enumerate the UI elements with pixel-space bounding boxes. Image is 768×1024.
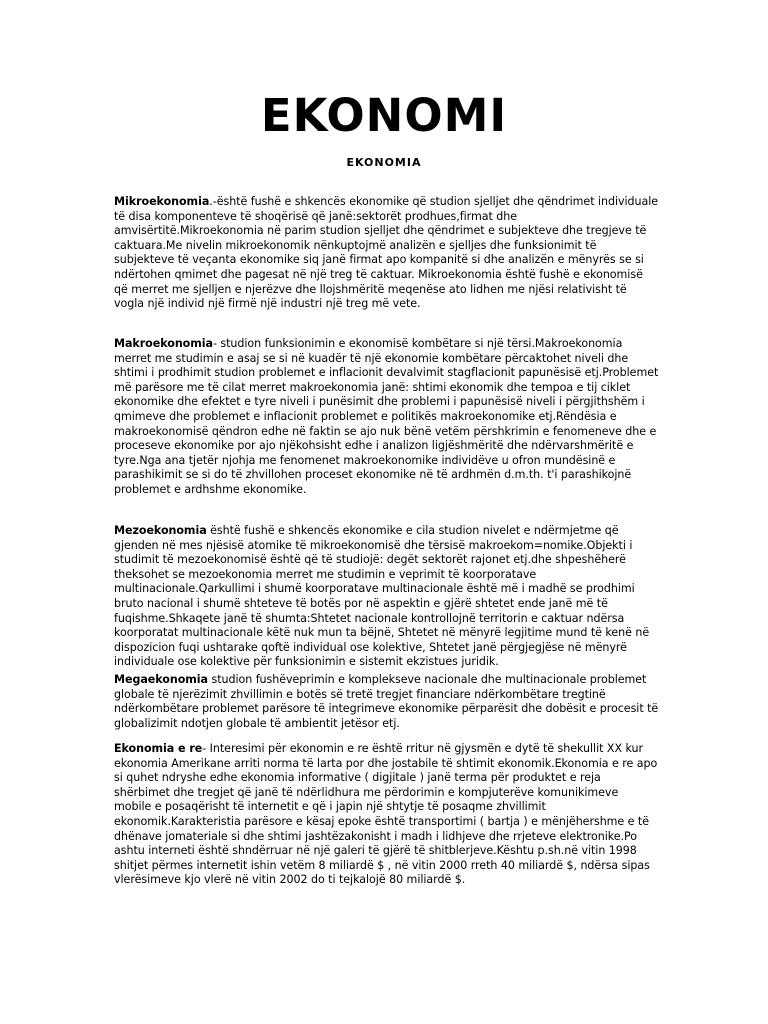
text-mezoekonomia: është fushë e shkencës ekonomike e cila studion nivelet e ndërmjetme që gjenden në mes njësisë atomike të mikroekonomisë dhe tërsisë makroekom=nomike.Objekti i studimit të mezoekonomisë është që të studiojë: degët sektorët rajonet etj.dhe shpeshëherë theksohet se mezoekonomia merret me studimin e veprimit të koorporatave multinacionale.Qarkullimi i shumë koorporatave multinacionale është më i madhë se prodhimi bruto nacional i shumë shteteve të botës por në aspektin e gjërë shtetet ende janë më të fuqishme.Shkaqete janë të shumta:Shtetet nacionale kontrollojnë territorin e caktuar ndërsa koorporatat multinacionale këtë nuk mun ta bëjnë, Shtetet në mënyrë legjitime mund të kenë në dispozicion fuqi ushtarake qoftë individual ose kolektive, Shtetet janë përgjegjëse në mënyrë individuale ose kolektive për funksionimin e sistemit ekzistues juridik. xyxy=(114,524,650,669)
term-makroekonomia: Makroekonomia xyxy=(114,337,213,350)
text-mikroekonomia: .-është fushë e shkencës ekonomike që studion sjelljet dhe qëndrimet individuale të disa komponenteve të shoqërisë që janë:sektorët prodhues,firmat dhe amvisërtitë.Mikroekonomia në parim studion sjelljet dhe qëndrimet e subjekteve dhe tregjeve të caktuara.Me nivelin mikroekonomik nënkuptojmë analizën e sjelljes dhe funksionimit të subjekteve të veçanta ekonomike siq janë firmat apo kompanitë si dhe analizën e mënyrës se si ndërtohen qmimet dhe pagesat në një treg të caktuar. Mikroekonomia është fushë e ekonomisë që merret me sjelljen e njerëzve dhe llojshmëritë meqenëse ato lidhen me njësi relativisht të vogla një individ një firmë një industri një treg më vete. xyxy=(114,195,659,311)
text-makroekonomia: - studion funksionimin e ekonomisë kombëtare si një tërsi.Makroekonomia merret me studimin e asaj se si në kuadër të një ekonomie kombëtare përcaktohet niveli dhe shtimi i prodhimit studion problemet e inflacionit devalvimit stagflacionit papunësisë etj.Problemet më parësore me të cilat merret makroekonomia janë: shtimi ekonomik dhe tempoa e tij ciklet ekonomike dhe efektet e tyre niveli i punësimit dhe problemi i papunësisë niveli i përgjithshëm i qmimeve dhe problemet e inflacionit problemet e politikës makroekonomike etj.Rëndësia e makroekonomisë qëndron edhe në faktin se ajo nuk bënë vetëm përshkrimin e fenomeneve dhe e proceseve ekonomike por ajo njëkohsisht edhe i analizon ligjëshmëritë dhe ndërvarshmëritë e tyre.Nga ana tjetër njohja me fenomenet makroekonomike individëve u ofron mundësinë e parashikimit se si do të zhvillohen proceset ekonomike në të ardhmën d.m.th. t'i parashikojnë problemet e ardhshme ekonomike. xyxy=(114,337,659,496)
term-ekonomia-e-re: Ekonomia e re xyxy=(114,742,203,755)
document-title: EKONOMI xyxy=(260,89,508,142)
text-megaekonomia: studion fushëveprimin e komplekseve nacionale dhe multinacionale problemet globale të njerëzimit zhvillimin e botës së tretë tregjet financiare ndërkombëtare tregtinë ndërkombëtare problemet parësore të integrimeve ekonomike përparësit dhe dobësit e procesit të globalizimit ndotjen globale të ambientit jetësor etj. xyxy=(114,673,659,730)
paragraph-mezoekonomia xyxy=(114,524,659,670)
term-mezoekonomia: Mezoekonomia xyxy=(114,524,207,537)
term-megaekonomia: Megaekonomia xyxy=(114,673,208,686)
paragraph-megaekonomia xyxy=(114,673,659,731)
paragraph-mikroekonomia xyxy=(114,195,659,312)
paragraph-ekonomia-e-re xyxy=(114,742,659,888)
term-mikroekonomia: Mikroekonomia xyxy=(114,195,210,208)
document-subtitle: EKONOMIA xyxy=(346,156,422,169)
text-ekonomia-e-re: - Interesimi për ekonomin e re është rritur në gjysmën e dytë të shekullit XX kur ekonomia Amerikane arriti norma të larta por dhe jostabile të shtimit ekonomik.Ekonomia e re apo si quhet ndryshe edhe ekonomia informative ( digjitale ) janë terma për produktet e reja shërbimet dhe tregjet që janë të ndërlidhura me përdorimin e kompjuterëve komunikimeve mobile e posaqërisht të internetit e që i japin një shtytje të posaqme zhvillimit ekonomik.Karakteristia parësore e kësaj epoke është transportimi ( bartja ) e mënjëhershme e të dhënave jomateriale si dhe shtimi jashtëzakonisht i madh i lidhjeve dhe rrjeteve elektronike.Po ashtu interneti është shndërruar në një galeri të gjërë të shitblerjeve.Kështu p.sh.në vitin 1998 shitjet përmes internetit ishin vetëm 8 miliardë $ , në vitin 2000 rreth 40 miliardë $, ndërsa sipas vlerësimeve kjo vlerë në vitin 2002 do ti tejkalojë 80 miliardë $. xyxy=(114,742,658,887)
paragraph-makroekonomia xyxy=(114,337,659,498)
